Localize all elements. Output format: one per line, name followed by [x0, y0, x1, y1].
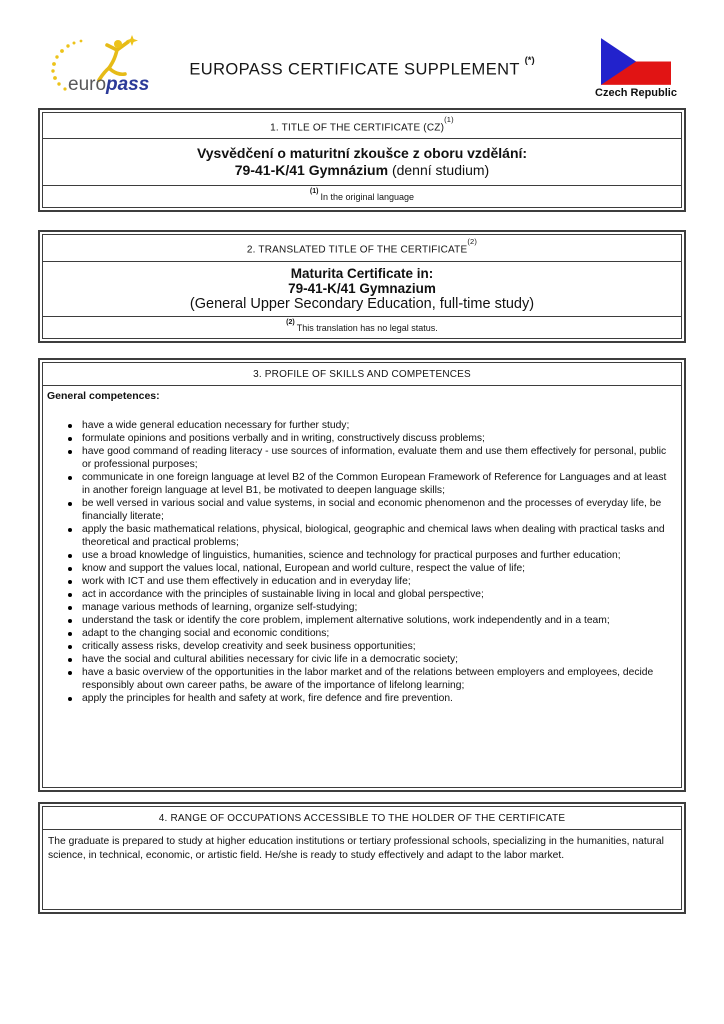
section3-heading	[43, 363, 681, 385]
list-item	[47, 445, 677, 471]
list-item-text: be well versed in various social and value systems, in social and economic phenomenon and the processes of everyday life, be financially literate;	[82, 498, 662, 523]
country-block	[590, 38, 682, 99]
list-item-text: apply the principles for health and safety at work, fire defence and fire prevention.	[82, 693, 453, 705]
section2-footnote-text: This translation has no legal status.	[296, 323, 438, 334]
list-item	[47, 497, 677, 523]
section-range-of-occupations	[38, 802, 686, 914]
page-title-text: EUROPASS CERTIFICATE SUPPLEMENT	[189, 60, 525, 79]
section1-footnote-superscript: (1)	[309, 188, 319, 196]
section-profile-of-skills	[38, 358, 686, 792]
list-item-text: understand the task or identify the core problem, implement alternative solutions, work independently and in a team;	[82, 615, 610, 627]
section1-heading	[43, 113, 681, 138]
bullet-icon	[68, 593, 72, 597]
list-item	[47, 562, 677, 575]
certificate-code-cz: 79-41-K/41 Gymnázium	[234, 162, 389, 179]
list-item-text: know and support the values local, national, European and world culture, respect the value of life;	[82, 563, 526, 575]
section2-heading-superscript: (2)	[467, 237, 478, 247]
list-item-text: have a wide general education necessary for further study;	[82, 420, 350, 432]
section3-heading-text: 3. PROFILE OF SKILLS AND COMPETENCES	[253, 369, 471, 381]
certificate-title-en-line1: Maturita Certificate in:	[290, 265, 434, 281]
bullet-icon	[68, 528, 72, 532]
logo-word-pass: pass	[106, 74, 150, 95]
section4-body: The graduate is prepared to study at higher education institutions or tertiary professional schools, specializing in the humanities, natural science, in technical, economic, or artistic field. He/she is ready to study effectively and adapt to the labor market.	[43, 829, 681, 909]
section3-body	[43, 385, 681, 787]
list-item	[47, 666, 677, 692]
list-item-text: use a broad knowledge of linguistics, humanities, science and technology for practical purposes and further education;	[82, 550, 621, 562]
page-title-superscript: (*)	[524, 55, 535, 66]
certificate-title-en-line3: (General Upper Secondary Education, full-time study)	[189, 295, 535, 312]
bullet-icon	[68, 671, 72, 675]
bullet-icon	[68, 658, 72, 662]
bullet-icon	[68, 437, 72, 441]
bullet-icon	[68, 697, 72, 701]
bullet-icon	[68, 424, 72, 428]
certificate-title-cz-line1: Vysvědčení o maturitní zkoušce z oboru vzdělání:	[196, 145, 528, 162]
list-item-text: formulate opinions and positions verbally and in writing, constructively discuss problems;	[82, 433, 485, 445]
list-item	[47, 640, 677, 653]
section-title-of-certificate	[38, 108, 686, 212]
section2-footnote-superscript: (2)	[286, 319, 295, 327]
list-item-text: critically assess risks, develop creativity and seek business opportunities;	[82, 641, 416, 653]
list-item-text: act in accordance with the principles of sustainable living in local and global perspective;	[82, 589, 484, 601]
list-item-text: have the social and cultural abilities necessary for civic life in a democratic society;	[82, 654, 459, 666]
list-item-text: manage various methods of learning, organize self-studying;	[82, 602, 358, 614]
bullet-icon	[68, 450, 72, 454]
list-item-text: communicate in one foreign language at level B2 of the Common European Framework of Reference for Languages and at least in another foreign language at level B1, be motivated to deepen language skills;	[82, 472, 667, 497]
bullet-icon	[68, 645, 72, 649]
section1-heading-text: 1. TITLE OF THE CERTIFICATE (CZ)	[270, 122, 445, 134]
bullet-icon	[68, 476, 72, 480]
section2-footnote	[43, 316, 681, 338]
logo-word-euro: euro	[68, 74, 107, 95]
list-item	[47, 692, 677, 705]
section1-footnote	[43, 185, 681, 207]
list-item-text: work with ICT and use them effectively in education and in everyday life;	[82, 576, 411, 588]
czech-flag-icon	[601, 38, 671, 85]
logo-figure-head	[114, 40, 122, 48]
list-item	[47, 523, 677, 549]
bullet-icon	[68, 554, 72, 558]
general-competences-label: General competences:	[47, 390, 160, 403]
list-item-text: adapt to the changing social and economic conditions;	[82, 628, 330, 640]
list-item	[47, 588, 677, 601]
list-item	[47, 627, 677, 640]
bullet-icon	[68, 619, 72, 623]
list-item-text: apply the basic mathematical relations, physical, biological, geographic and chemical laws when dealing with practical tasks and theoretical and practical problems;	[82, 524, 665, 549]
certificate-title-cz	[43, 138, 681, 185]
document-header	[0, 0, 724, 108]
list-item-text: have a basic overview of the opportunities in the labor market and of the relations between employers and employees, decide responsibly about own career paths, be aware of the importance of lifelong learning;	[82, 667, 654, 692]
list-item	[47, 549, 677, 562]
bullet-icon	[68, 502, 72, 506]
list-item	[47, 653, 677, 666]
list-item	[47, 575, 677, 588]
bullet-icon	[68, 567, 72, 571]
section1-footnote-text: In the original language	[320, 192, 415, 203]
certificate-title-en	[43, 261, 681, 317]
bullet-icon	[68, 606, 72, 610]
section2-heading-text: 2. TRANSLATED TITLE OF THE CERTIFICATE	[246, 244, 468, 256]
list-item	[47, 601, 677, 614]
list-item	[47, 432, 677, 445]
section4-heading-text: 4. RANGE OF OCCUPATIONS ACCESSIBLE TO THE HOLDER OF THE CERTIFICATE	[158, 813, 566, 825]
certificate-title-cz-line2	[53, 162, 671, 179]
section2-heading	[43, 235, 681, 260]
study-form-cz: (denní studium)	[388, 162, 490, 179]
section1-heading-superscript: (1)	[444, 115, 454, 124]
bullet-icon	[68, 632, 72, 636]
section4-heading	[43, 807, 681, 829]
section-translated-title	[38, 230, 686, 343]
competence-list	[47, 419, 677, 705]
certificate-title-en-line2: 79-41-K/41 Gymnazium	[288, 281, 436, 297]
list-item	[47, 419, 677, 432]
bullet-icon	[68, 580, 72, 584]
list-item	[47, 471, 677, 497]
country-label: Czech Republic	[595, 87, 677, 99]
list-item-text: have good command of reading literacy - use sources of information, evaluate them and use them effectively for personal, public or professional purposes;	[82, 446, 667, 471]
list-item	[47, 614, 677, 627]
